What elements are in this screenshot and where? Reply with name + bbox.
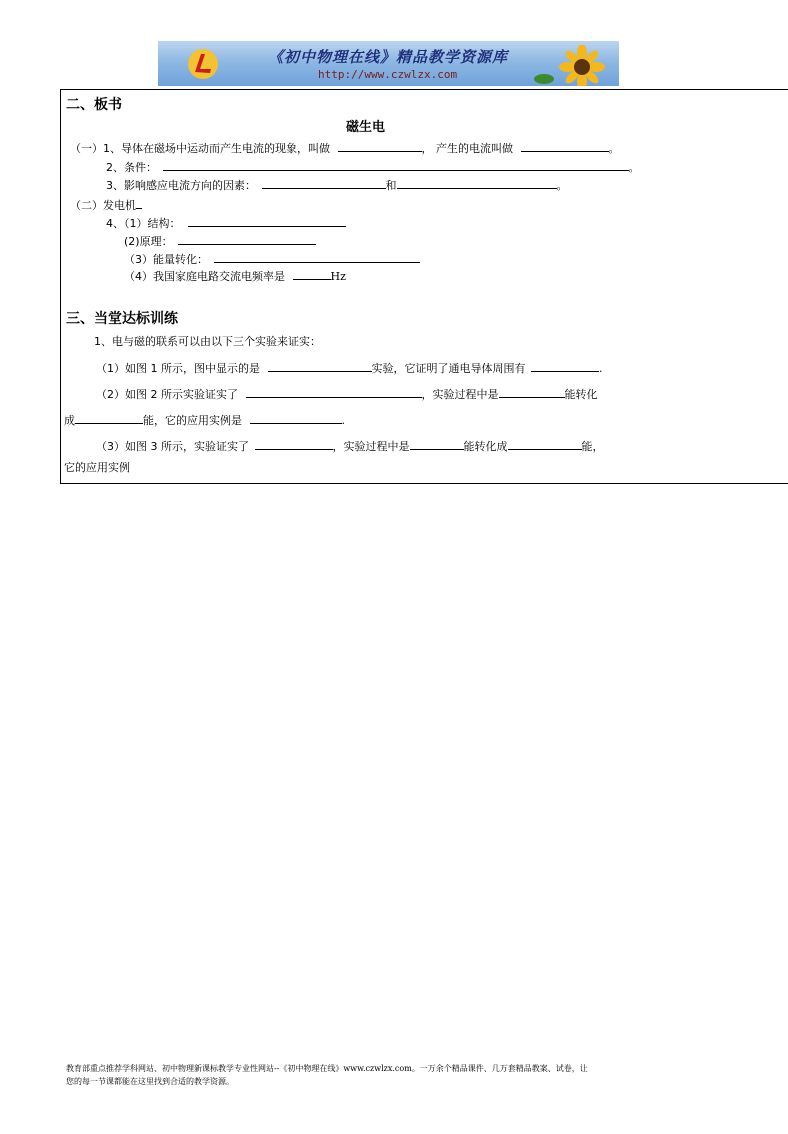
blank-factor-1[interactable] [262,176,386,189]
item3-text: 3、影响感应电流方向的因素： [106,179,256,192]
site-logo-icon [186,47,220,81]
question1-line: （1）如图 1 所示，图中显示的是 实验，它证明了通电导体周围有 . [96,359,603,376]
blank-q1-experiment[interactable] [268,359,372,372]
footer-note [66,1062,588,1088]
blank-q1-field[interactable] [531,359,599,372]
item3-end: 。 [556,179,568,192]
blank-phenomenon[interactable] [338,139,422,152]
item1-end: 。 [608,142,620,155]
question2-line-2: 成 能，它的应用实例是 . [64,411,345,428]
item1-text-b: ， 产生的电流叫做 [421,142,513,155]
blank-q3-proves[interactable] [255,437,333,450]
item4-4-line: （4）我国家庭电路交流电频率是 Hz [124,267,346,284]
blank-q3-energy-from[interactable] [410,437,464,450]
box-top-border [60,89,788,90]
blank-q2-energy-from[interactable] [499,385,565,398]
blank-factor-2[interactable] [397,176,557,189]
item2-end: 。 [628,161,640,174]
footer-line-2: 您的每一节课都能在这里找到合适的教学资源。 [66,1077,234,1086]
practice-intro: 1、电与磁的联系可以由以下三个实验来证实： [94,335,321,348]
blank-q2-proves[interactable] [246,385,422,398]
blank-principle[interactable] [178,232,316,245]
board-heading: 二、板书 [66,97,122,113]
question2-line: （2）如图 2 所示实验证实了 ，实验过程中是 能转化 [96,385,598,402]
item1-line [70,139,620,156]
item1-text-a: 1、导体在磁场中运动而产生电流的现象，叫做 [103,142,330,155]
blank-current-name[interactable] [521,139,609,152]
item3-line [106,176,568,193]
part1-prefix: （一） [70,142,103,155]
banner-url[interactable]: http://www.czwlzx.com [318,68,458,81]
question3-line: （3）如图 3 所示，实验证实了 ，实验过程中是 能转化成 能， [96,437,604,454]
question3-line-2: 它的应用实例 [64,461,130,474]
header-banner [158,41,619,86]
blank-energy-conversion[interactable] [214,250,420,263]
item4-3-line: （3）能量转化： [124,250,420,267]
item4-1-line: 4、（1）结构： [106,214,346,231]
practice-heading: 三、当堂达标训练 [66,311,178,327]
blank-q2-energy-to[interactable] [75,411,143,424]
center-title: 磁生电 [346,120,386,135]
blank-condition[interactable] [163,158,629,171]
part2-heading: （二）发电机 [70,196,142,213]
blank-q2-application[interactable] [250,411,342,424]
blank-q3-energy-to[interactable] [508,437,582,450]
item2-text: 2、条件： [106,161,157,174]
footer-line-1: 教育部重点推荐学科网站、初中物理新课标教学专业性网站--《初中物理在线》www.czwlzx.com。一万余个精品课件、几万套精品教案、试卷，让 [66,1064,588,1073]
item2-line [106,158,640,175]
blank-frequency[interactable] [293,267,331,280]
item3-and: 和 [385,179,397,192]
item4-2-line: (2)原理： [124,232,316,249]
blank-structure[interactable] [188,214,346,227]
sunflower-icon [530,45,610,86]
box-left-border [60,89,61,484]
banner-title: 《初中物理在线》精品教学资源库 [268,48,509,66]
box-bottom-border [60,483,788,484]
